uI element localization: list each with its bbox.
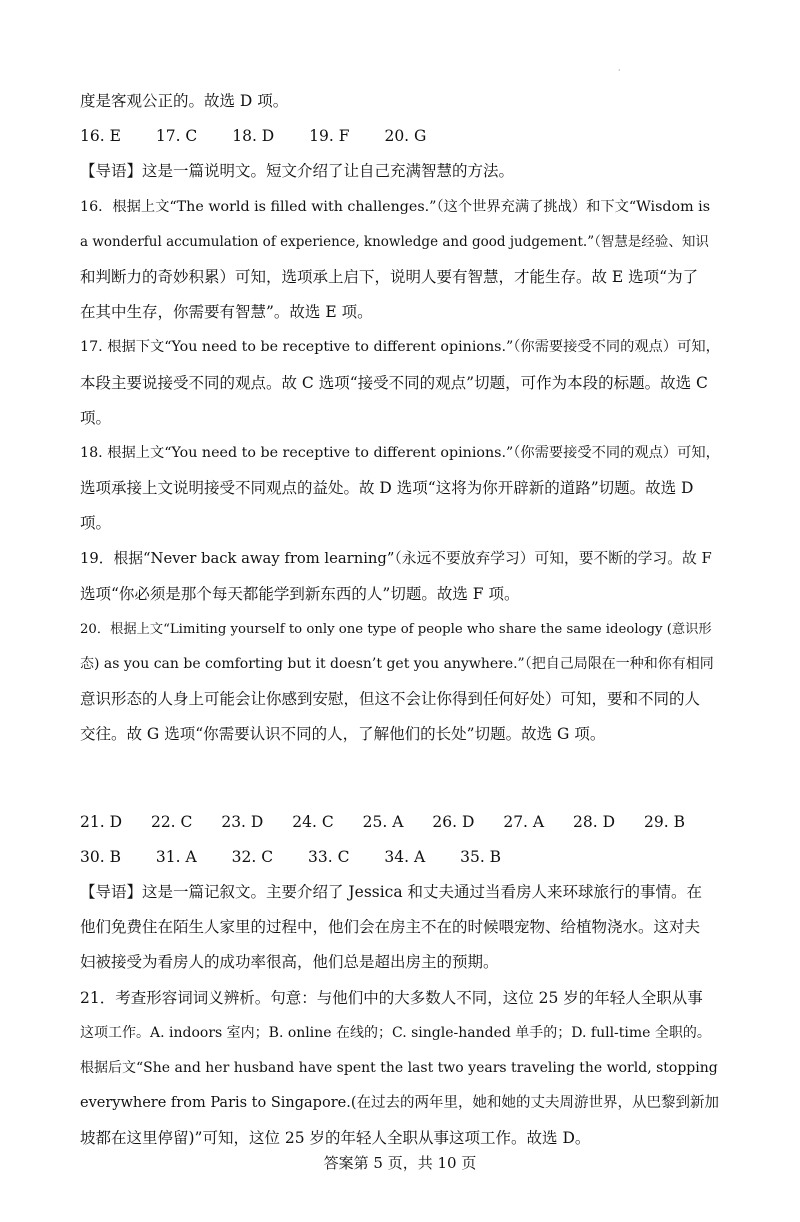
text-line: 选项承接上文说明接受不同观点的益处。故 D 选项“这将为你开辟新的道路”切题。故选 D bbox=[80, 479, 694, 498]
answer-row-21-29 bbox=[80, 805, 720, 840]
text-line: 根据后文“She and her husband have spent the last two years traveling the world, stopping bbox=[80, 1059, 718, 1076]
answer-23: 23. D bbox=[221, 812, 264, 831]
text-line: 妇被接受为看房人的成功率很高，他们总是超出房主的预期。 bbox=[80, 953, 499, 972]
answer-33: 33. C bbox=[308, 847, 350, 866]
answer-35: 35. B bbox=[460, 847, 502, 866]
text-line: 项。 bbox=[80, 514, 112, 533]
text-line: everywhere from Paris to Singapore.(在过去的两年里，她和她的丈夫周游世界，从巴黎到新加 bbox=[80, 1095, 719, 1112]
document-page bbox=[80, 84, 720, 1156]
text-line: 项。 bbox=[80, 408, 112, 427]
text-line: 本段主要说接受不同的观点。故 C 选项“接受不同的观点”切题，可作为本段的标题。故选 C bbox=[80, 373, 708, 392]
text-line: 选项“你必须是那个每天都能学到新东西的人”切题。故选 F 项。 bbox=[80, 584, 520, 603]
text-line: 度是客观公正的。故选 D 项。 bbox=[80, 92, 289, 110]
text-line: 【导语】这是一篇说明文。短文介绍了让自己充满智慧的方法。 bbox=[80, 162, 515, 181]
top-dot: · bbox=[618, 66, 621, 75]
text-line: 意识形态的人身上可能会让你感到安慰，但这不会让你得到任何好处）可知，要和不同的人 bbox=[80, 690, 701, 709]
answer-28: 28. D bbox=[573, 812, 616, 831]
text-line: 这项工作。A. indoors 室内；B. online 在线的；C. single-handed 单手的；D. full-time 全职的。 bbox=[80, 1024, 711, 1041]
text-line: 16．根据上文“The world is filled with challenges.”（这个世界充满了挑战）和下文“Wisdom is bbox=[80, 198, 711, 215]
text-line: 他们免费住在陌生人家里的过程中，他们会在房主不在的时候喂宠物、给植物浇水。这对夫 bbox=[80, 918, 701, 937]
answer-16: 16. E bbox=[80, 127, 121, 146]
answer-30: 30. B bbox=[80, 847, 121, 866]
page-footer: 答案第 5 页，共 10 页 bbox=[323, 1154, 477, 1172]
answer-24: 24. C bbox=[292, 812, 334, 831]
text-line: 18. 根据上文“You need to be receptive to different opinions.”（你需要接受不同的观点）可知， bbox=[80, 444, 720, 461]
section-gap bbox=[80, 753, 720, 805]
answer-34: 34. A bbox=[384, 847, 426, 866]
answer-19: 19. F bbox=[309, 127, 350, 146]
text-line: 在其中生存，你需要有智慧”。故选 E 项。 bbox=[80, 303, 373, 322]
answer-row-16-20 bbox=[80, 119, 720, 154]
text-line: 和判断力的奇妙积累）可知，选项承上启下，说明人要有智慧，才能生存。故 E 选项“为了 bbox=[80, 267, 699, 286]
text-line: a wonderful accumulation of experience, knowledge and good judgement.”（智慧是经验、知识 bbox=[80, 233, 709, 250]
answer-27: 27. A bbox=[503, 812, 545, 831]
answer-18: 18. D bbox=[232, 127, 275, 146]
answer-21: 21. D bbox=[80, 812, 123, 831]
answer-row-30-35 bbox=[80, 840, 720, 875]
answer-22: 22. C bbox=[150, 812, 193, 831]
text-line: 17. 根据下文“You need to be receptive to different opinions.”（你需要接受不同的观点）可知， bbox=[80, 339, 720, 356]
answer-31: 31. A bbox=[155, 847, 197, 866]
text-line: 19．根据“Never back away from learning”（永远不要放弃学习）可知，要不断的学习。故 F bbox=[80, 550, 712, 568]
answer-32: 32. C bbox=[231, 847, 274, 866]
text-line: 21．考查形容词词义辨析。句意：与他们中的大多数人不同，这位 25 岁的年轻人全职从事 bbox=[80, 988, 703, 1007]
answer-26: 26. D bbox=[432, 812, 475, 831]
text-line: 交往。故 G 选项“你需要认识不同的人，了解他们的长处”切题。故选 G 项。 bbox=[80, 725, 606, 744]
answer-17: 17. C bbox=[155, 127, 198, 146]
text-line: 坡都在这里停留)”可知，这位 25 岁的年轻人全职从事这项工作。故选 D。 bbox=[80, 1129, 591, 1148]
answer-29: 29. B bbox=[644, 812, 685, 831]
answer-25: 25. A bbox=[362, 812, 404, 831]
text-line: 【导语】这是一篇记叙文。主要介绍了 Jessica 和丈夫通过当看房人来环球旅行的事情。在 bbox=[80, 882, 703, 901]
text-line: 20．根据上文“Limiting yourself to only one type of people who share the same ideology (意识形 bbox=[80, 621, 712, 637]
text-line: 态) as you can be comforting but it doesn’t get you anywhere.”（把自己局限在一种和你有相同 bbox=[80, 656, 714, 672]
answer-20: 20. G bbox=[384, 127, 427, 146]
